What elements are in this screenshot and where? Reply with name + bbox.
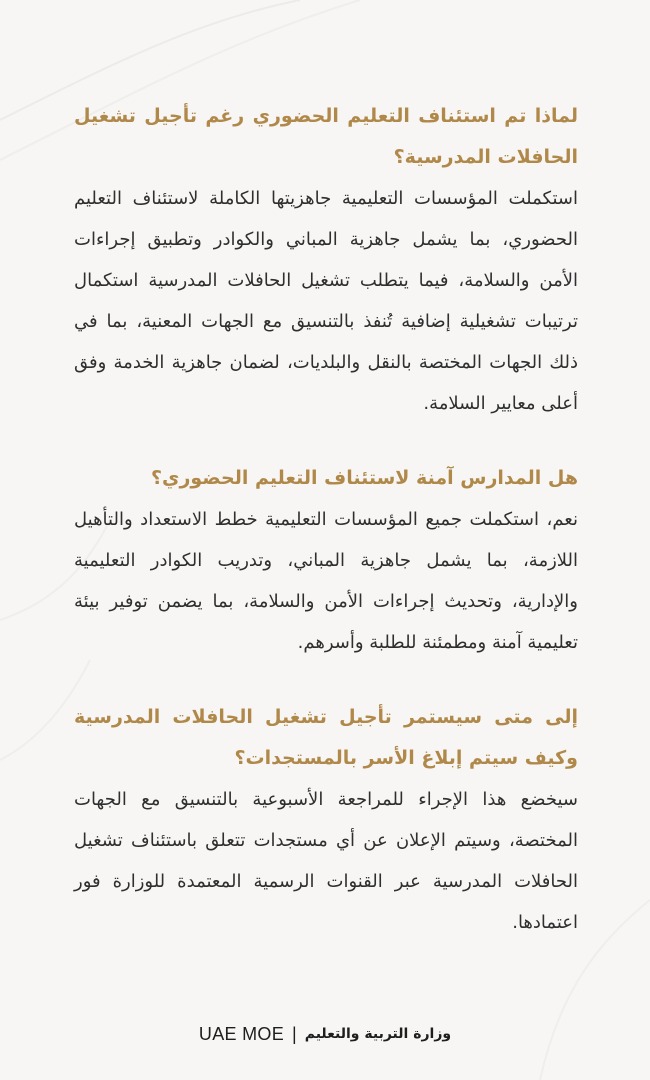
footer-brand: UAE MOE — [198, 1023, 285, 1044]
faq-item — [74, 697, 578, 943]
faq-answer: سيخضع هذا الإجراء للمراجعة الأسبوعية بالتنسيق مع الجهات المختصة، وسيتم الإعلان عن أي مستجدات تتعلق باستئناف تشغيل الحافلات المدرسية عبر القنوات الرسمية المعتمدة للوزارة فور اعتمادها. — [74, 789, 578, 933]
faq-item — [74, 458, 578, 663]
footer-logo — [0, 1022, 650, 1046]
faq-answer: نعم، استكملت جميع المؤسسات التعليمية خطط الاستعداد والتأهيل اللازمة، بما يشمل جاهزية المباني، وتدريب الكوادر التعليمية والإدارية، وتحديث إجراءات الأمن والسلامة، بما يضمن توفير بيئة تعليمية آمنة ومطمئنة للطلبة وأسرهم. — [74, 509, 578, 653]
faq-question: إلى متى سيستمر تأجيل تشغيل الحافلات المدرسية وكيف سيتم إبلاغ الأسر بالمستجدات؟ — [74, 706, 578, 769]
faq-question: لماذا تم استئناف التعليم الحضوري رغم تأجيل تشغيل الحافلات المدرسية؟ — [74, 105, 578, 168]
faq-item — [74, 96, 578, 424]
faq-content — [74, 96, 578, 977]
footer-separator: | — [292, 1023, 297, 1044]
footer-ministry-name: وزارة التربية والتعليم — [304, 1026, 452, 1042]
faq-question: هل المدارس آمنة لاستئناف التعليم الحضوري؟ — [151, 467, 578, 489]
faq-answer: استكملت المؤسسات التعليمية جاهزيتها الكاملة لاستئناف التعليم الحضوري، بما يشمل جاهزية المباني والكوادر وتطبيق إجراءات الأمن والسلامة، فيما يتطلب تشغيل الحافلات المدرسية استكمال ترتيبات تشغيلية إضافية تُنفذ بالتنسيق مع الجهات المعنية، بما في ذلك الجهات المختصة بالنقل والبلديات، لضمان جاهزية الخدمة وفق أعلى معايير السلامة. — [74, 188, 578, 414]
